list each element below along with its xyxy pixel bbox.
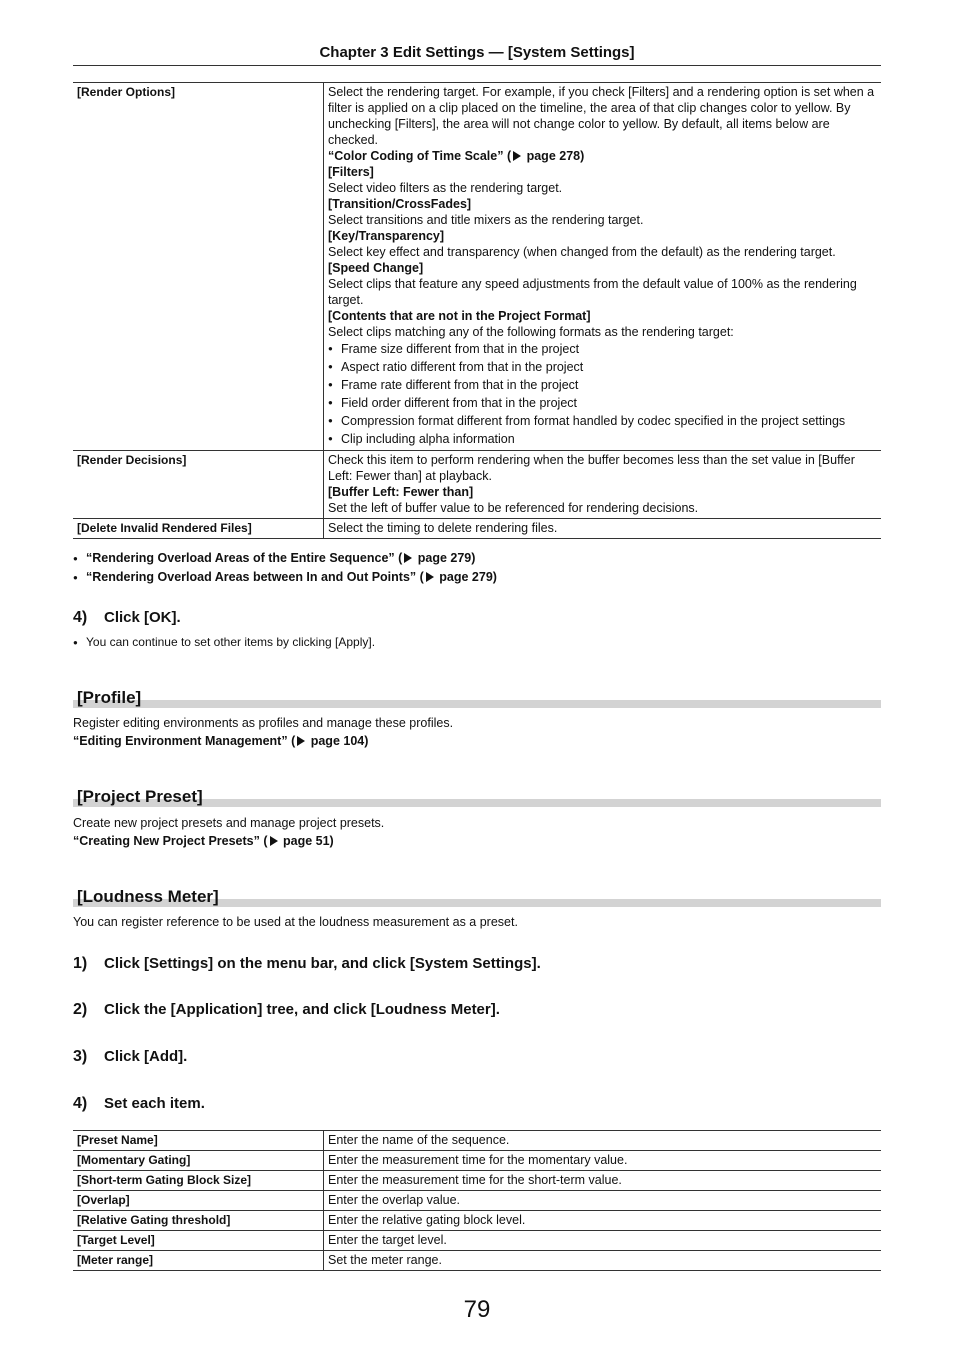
row-value: Select the timing to delete rendering files. bbox=[324, 519, 882, 539]
loudness-settings-table bbox=[73, 1130, 881, 1271]
speed-change-text: Select clips that feature any speed adjustments from the default value of 100% as the rendering target. bbox=[328, 277, 857, 307]
section-bar bbox=[73, 700, 881, 708]
link-page: page 279) bbox=[414, 551, 476, 565]
table-row bbox=[73, 519, 881, 539]
list-item: ● Field order different from that in the project bbox=[328, 394, 877, 412]
link-text: “Color Coding of Time Scale” ( bbox=[328, 149, 512, 163]
list-item: ● Aspect ratio different from that in the project bbox=[328, 358, 877, 376]
section-project-preset bbox=[73, 779, 881, 807]
link-text: “Rendering Overload Areas of the Entire Sequence” ( bbox=[86, 551, 403, 565]
link-text: “Creating New Project Presets” ( bbox=[73, 834, 268, 848]
play-arrow-icon bbox=[270, 836, 278, 846]
header-rule bbox=[73, 65, 881, 66]
render-decisions-text: Check this item to perform rendering when the buffer becomes less than the set value in [Buffer Left: Fewer than] at playback. bbox=[328, 453, 855, 483]
row-key: [Render Options] bbox=[73, 83, 324, 451]
row-key: [Relative Gating threshold] bbox=[73, 1211, 324, 1231]
section-title: [Project Preset] bbox=[77, 787, 203, 806]
loudness-text: You can register reference to be used at the loudness measurement as a preset. bbox=[73, 915, 518, 929]
row-value: Enter the name of the sequence. bbox=[324, 1131, 882, 1151]
link-text: “Editing Environment Management” ( bbox=[73, 734, 296, 748]
section-loudness-meter bbox=[73, 879, 881, 907]
step-number: 2) bbox=[73, 1001, 88, 1018]
render-settings-table bbox=[73, 82, 881, 539]
table-row bbox=[73, 83, 881, 451]
link-page: page 104) bbox=[307, 734, 369, 748]
row-key: [Delete Invalid Rendered Files] bbox=[73, 519, 324, 539]
row-key: [Meter range] bbox=[73, 1251, 324, 1271]
project-preset-text: Create new project presets and manage project presets. bbox=[73, 816, 385, 830]
table-row bbox=[73, 1251, 881, 1271]
section-profile bbox=[73, 680, 881, 708]
link-text: “Rendering Overload Areas between In and Out Points” ( bbox=[86, 570, 424, 584]
step-number: 4) bbox=[73, 1095, 88, 1112]
section-title: [Profile] bbox=[77, 688, 142, 707]
step-number: 4) bbox=[73, 609, 88, 626]
step-text: Click [OK]. bbox=[104, 609, 181, 626]
list-item: ● Frame size different from that in the project bbox=[328, 340, 877, 358]
link-page: page 51) bbox=[279, 834, 334, 848]
row-value: Enter the measurement time for the momentary value. bbox=[324, 1151, 882, 1171]
step-text: Click the [Application] tree, and click [Loudness Meter]. bbox=[104, 1001, 500, 1018]
render-decisions-cell bbox=[324, 451, 882, 519]
step-text: Set each item. bbox=[104, 1095, 205, 1112]
section-title: [Loudness Meter] bbox=[77, 887, 219, 906]
step-note bbox=[73, 633, 375, 652]
step-number: 1) bbox=[73, 955, 88, 972]
buffer-left-heading: [Buffer Left: Fewer than] bbox=[328, 485, 474, 499]
link-page: page 278) bbox=[523, 149, 585, 163]
filters-heading: [Filters] bbox=[328, 165, 374, 179]
step-text: Click [Settings] on the menu bar, and click [System Settings]. bbox=[104, 955, 541, 972]
editing-env-link[interactable] bbox=[73, 732, 453, 750]
row-value: Set the meter range. bbox=[324, 1251, 882, 1271]
transition-heading: [Transition/CrossFades] bbox=[328, 197, 472, 211]
transition-text: Select transitions and title mixers as the rendering target. bbox=[328, 213, 644, 227]
row-value: Enter the overlap value. bbox=[324, 1191, 882, 1211]
list-item: ● Frame rate different from that in the project bbox=[328, 376, 877, 394]
list-item: ● Clip including alpha information bbox=[328, 430, 877, 448]
list-item: ● Compression format different from format handled by codec specified in the project settings bbox=[328, 412, 877, 430]
step-text: Click [Add]. bbox=[104, 1048, 188, 1065]
contents-heading: [Contents that are not in the Project Format] bbox=[328, 309, 591, 323]
color-coding-link[interactable] bbox=[328, 148, 877, 164]
step-2 bbox=[73, 1001, 500, 1019]
row-key: [Overlap] bbox=[73, 1191, 324, 1211]
table-row bbox=[73, 1151, 881, 1171]
key-transparency-heading: [Key/Transparency] bbox=[328, 229, 445, 243]
table-row bbox=[73, 1131, 881, 1151]
row-key: [Momentary Gating] bbox=[73, 1151, 324, 1171]
link-page: page 279) bbox=[435, 570, 497, 584]
row-key: [Short-term Gating Block Size] bbox=[73, 1171, 324, 1191]
play-arrow-icon bbox=[404, 553, 412, 563]
table-row bbox=[73, 1171, 881, 1191]
key-transparency-text: Select key effect and transparency (when changed from the default) as the rendering target. bbox=[328, 245, 836, 259]
overload-entire-link[interactable] bbox=[73, 549, 497, 568]
table-row bbox=[73, 1191, 881, 1211]
related-links bbox=[73, 549, 497, 587]
filters-text: Select video filters as the rendering target. bbox=[328, 181, 563, 195]
profile-text: Register editing environments as profiles and manage these profiles. bbox=[73, 716, 454, 730]
project-preset-body bbox=[73, 814, 384, 850]
speed-change-heading: [Speed Change] bbox=[328, 261, 424, 275]
step-number: 3) bbox=[73, 1048, 88, 1065]
step-click-ok bbox=[73, 609, 181, 627]
row-key: [Preset Name] bbox=[73, 1131, 324, 1151]
play-arrow-icon bbox=[513, 151, 521, 161]
list-item: ● You can continue to set other items by clicking [Apply]. bbox=[73, 633, 375, 652]
render-options-cell bbox=[324, 83, 882, 451]
page-number: 79 bbox=[463, 1296, 491, 1323]
row-value: Enter the measurement time for the short-term value. bbox=[324, 1171, 882, 1191]
step-1 bbox=[73, 955, 541, 973]
render-options-intro: Select the rendering target. For example, if you check [Filters] and a rendering option is set when a filter is applied on a clip placed on the timeline, the area of that clip changes color to yellow. By unchecking [Filters], the area will not change color to yellow. By default, all items below are checked. bbox=[328, 85, 875, 147]
play-arrow-icon bbox=[426, 572, 434, 582]
profile-body bbox=[73, 714, 453, 750]
table-row bbox=[73, 1231, 881, 1251]
row-value: Enter the target level. bbox=[324, 1231, 882, 1251]
table-row bbox=[73, 1211, 881, 1231]
step-3 bbox=[73, 1048, 187, 1066]
overload-inout-link[interactable] bbox=[73, 568, 497, 587]
contents-text: Select clips matching any of the following formats as the rendering target: bbox=[328, 325, 734, 339]
buffer-left-text: Set the left of buffer value to be referenced for rendering decisions. bbox=[328, 501, 699, 515]
play-arrow-icon bbox=[297, 736, 305, 746]
row-key: [Render Decisions] bbox=[73, 451, 324, 519]
row-value: Enter the relative gating block level. bbox=[324, 1211, 882, 1231]
row-key: [Target Level] bbox=[73, 1231, 324, 1251]
step-4 bbox=[73, 1095, 205, 1113]
table-row bbox=[73, 451, 881, 519]
chapter-header: Chapter 3 Edit Settings — [System Settings] bbox=[319, 44, 635, 61]
creating-presets-link[interactable] bbox=[73, 832, 384, 850]
